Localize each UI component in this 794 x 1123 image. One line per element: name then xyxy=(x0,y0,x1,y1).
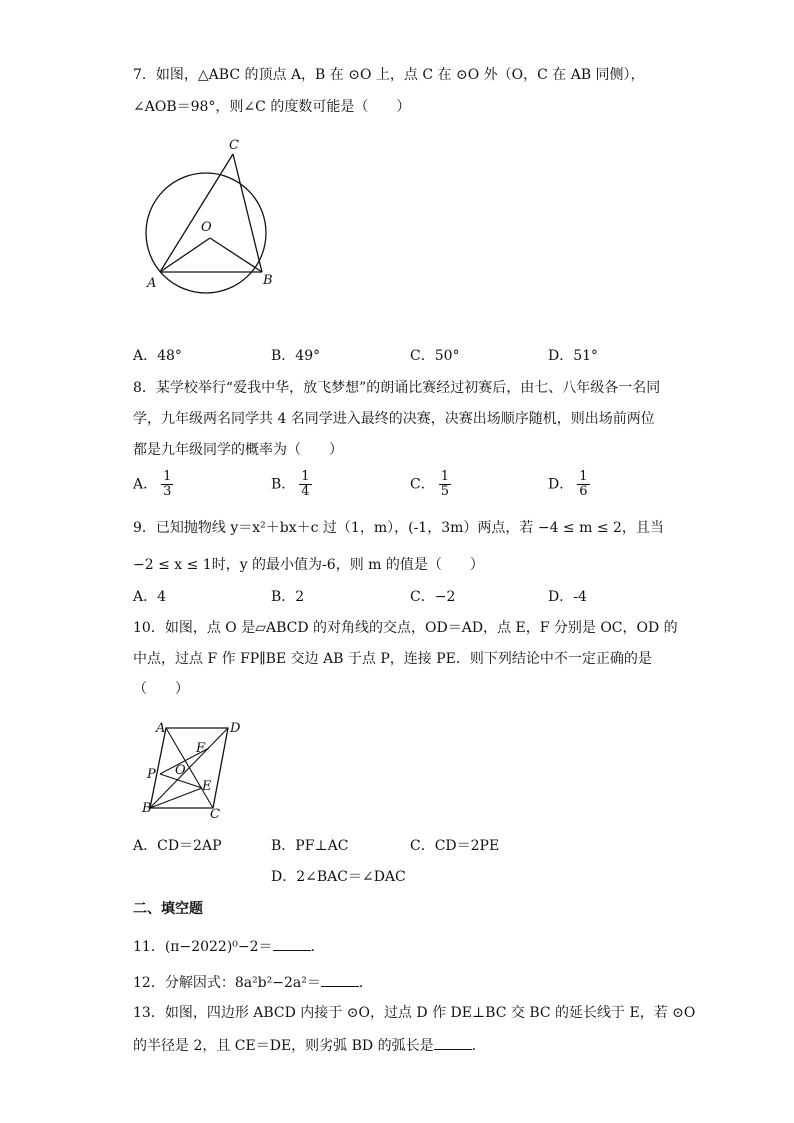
fraction: $\frac{1}{3}$ xyxy=(163,469,172,499)
q11-text: 11．(π−2022)⁰−2＝ xyxy=(133,939,273,955)
segment-be xyxy=(150,788,202,808)
q13-end: ． xyxy=(471,1038,486,1054)
option-letter: A． xyxy=(133,476,158,493)
q13-line2 xyxy=(133,1035,486,1055)
q13-line1: 13．如图，四边形 ABCD 内接于 ⊙O，过点 D 作 DE⊥BC 交 BC 的延长线于 E，若 ⊙O xyxy=(133,1005,696,1021)
q7-option-d[interactable]: D．51° xyxy=(548,348,599,364)
q8-line3: 都是九年级同学的概率为（ ） xyxy=(133,442,343,458)
q10-figure xyxy=(138,712,258,822)
answer-blank[interactable] xyxy=(321,972,359,987)
q9-option-d[interactable]: D．-4 xyxy=(548,589,587,605)
answer-blank[interactable] xyxy=(273,936,311,951)
q8-line1: 8．某学校举行“爱我中华，放飞梦想”的朗诵比赛经过初赛后，由七、八年级各一名同 xyxy=(133,380,661,396)
q9-line1: 9．已知抛物线 y＝x²＋bx＋c 过（1，m），(-1，3m）两点，若 −4 ≤ m ≤ 2，且当 xyxy=(133,520,664,536)
label-c: C xyxy=(229,138,239,153)
segment-ac xyxy=(160,154,233,272)
q10-line2: 中点，过点 F 作 FP∥BE 交边 AB 于点 P，连接 PE．则下列结论中不一定正确的是 xyxy=(133,651,652,667)
fraction: $\frac{1}{4}$ xyxy=(301,469,310,499)
label-o: O xyxy=(175,763,186,778)
label-d: D xyxy=(230,721,241,736)
q7-figure xyxy=(138,135,288,305)
option-letter: D． xyxy=(548,476,574,493)
option-letter: B． xyxy=(271,476,296,493)
q9-line2: −2 ≤ x ≤ 1时，y 的最小值为-6，则 m 的值是（ ） xyxy=(133,557,484,573)
q7-option-a[interactable]: A．48° xyxy=(133,348,182,364)
q10-line1: 10．如图，点 O 是▱ABCD 的对角线的交点，OD＝AD，点 E，F 分别是 OC，OD 的 xyxy=(133,620,678,636)
segment-bc xyxy=(233,154,262,272)
label-c: C xyxy=(210,807,220,822)
q12 xyxy=(133,972,373,992)
q7-line1: 7．如图，△ABC 的顶点 A，B 在 ⊙O 上，点 C 在 ⊙O 外（O，C 在 AB 同侧）， xyxy=(133,67,645,83)
fraction: $\frac{1}{5}$ xyxy=(440,469,449,499)
q8-option-b[interactable] xyxy=(271,470,312,499)
q12-end: ． xyxy=(358,975,373,991)
label-o: O xyxy=(201,220,212,235)
q8-option-d[interactable] xyxy=(548,470,590,499)
q10-option-c[interactable]: C．CD＝2PE xyxy=(410,838,500,854)
label-b: B xyxy=(263,273,273,288)
label-e: E xyxy=(202,779,212,794)
q11-end: ． xyxy=(310,939,325,955)
q7-option-c[interactable]: C．50° xyxy=(410,348,460,364)
q12-text: 12．分解因式：8a²b²−2a²＝ xyxy=(133,975,321,991)
segment-oa xyxy=(160,238,210,272)
segment-ob xyxy=(210,238,262,272)
q8-line2: 学，九年级两名同学共 4 名同学进入最终的决赛，决赛出场顺序随机，则出场前两位 xyxy=(133,411,655,427)
q8-option-a[interactable] xyxy=(133,470,173,499)
label-f: F xyxy=(196,741,206,756)
q10-option-a[interactable]: A．CD＝2AP xyxy=(133,838,222,854)
q7-option-b[interactable]: B．49° xyxy=(271,348,321,364)
label-a: A xyxy=(156,721,166,736)
section-title: 二、填空题 xyxy=(133,901,203,917)
q13-line2-text: 的半径是 2，且 CE＝DE，则劣弧 BD 的弧长是 xyxy=(133,1038,434,1054)
answer-blank[interactable] xyxy=(434,1035,472,1050)
fraction: $\frac{1}{6}$ xyxy=(579,469,588,499)
label-b: B xyxy=(142,801,152,816)
q10-option-d[interactable]: D．2∠BAC＝∠DAC xyxy=(271,869,406,885)
q8-option-c[interactable] xyxy=(410,470,451,499)
q10-line3: （ ） xyxy=(133,681,189,697)
q11 xyxy=(133,936,325,956)
label-p: P xyxy=(147,767,156,782)
q10-option-b[interactable]: B．PF⊥AC xyxy=(271,838,349,854)
q9-option-a[interactable]: A．4 xyxy=(133,589,167,605)
diagonal-bd xyxy=(150,728,228,808)
option-letter: C． xyxy=(410,476,435,493)
q7-line2: ∠AOB＝98°，则∠C 的度数可能是（ ） xyxy=(133,99,411,115)
q9-option-c[interactable]: C．−2 xyxy=(410,589,456,605)
q9-option-b[interactable]: B．2 xyxy=(271,589,305,605)
label-a: A xyxy=(147,276,157,291)
